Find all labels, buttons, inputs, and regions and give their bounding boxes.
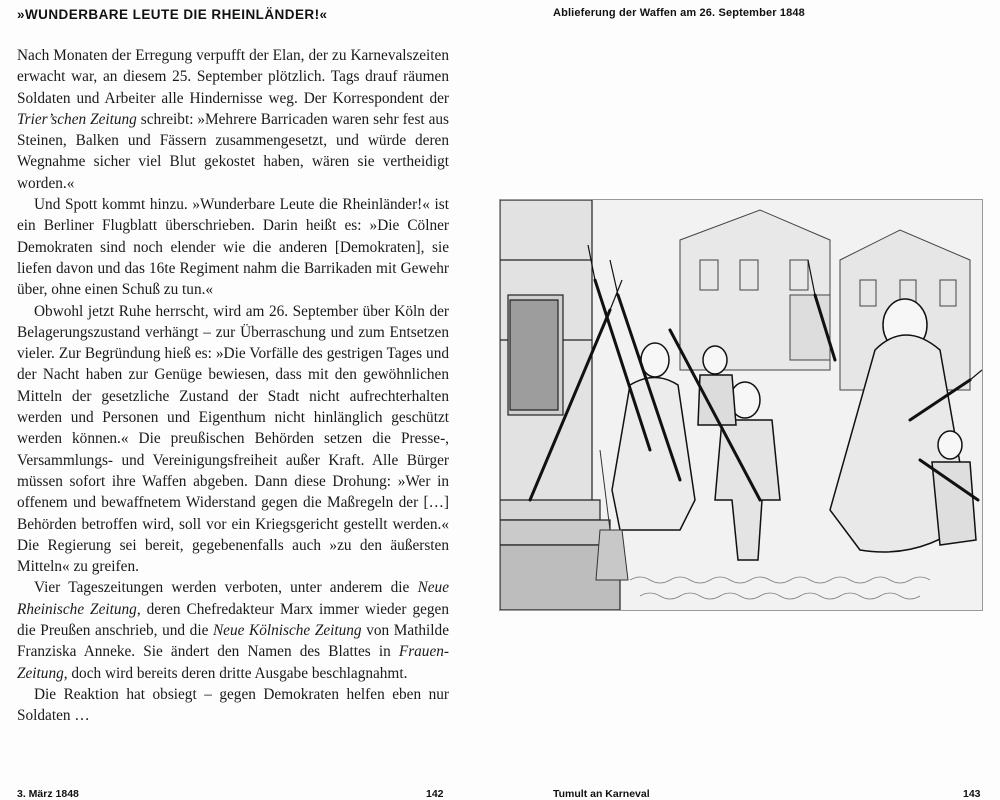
text-run: Obwohl jetzt Ruhe herrscht, wird am 26. September über Köln der Belagerungszustand verhängt – zur Überraschung und zum Entsetzen vieler. Zur Begründung hieß es: »Die Vorfälle des gestrigen Tages und der Nacht haben zur Genüge bewiesen, dass mit den gewöhnlichen Mitteln der gesetzliche Zustand der Stadt nicht aufrechterhalten werden und Personen und Eigenthum nicht hinlänglich geschützt werden können.« Die preußischen Behörden setzen die Presse-, Versammlungs- und Vereinigungsfreiheit außer Kraft. Alle Bürger müssen sofort ihre Waffen abgeben. Dann diese Drohung: »Wer in offenem und bewaffnetem Widerstand gegen die Maßregeln der […] Behörden betroffen wird, soll vor ein Kriegsgericht gestellt werden.« Die Regierung sei bereit, gegebenenfalls auch »zu den äußersten Mitteln« zu greifen. <box>17 302 449 576</box>
body-paragraph <box>17 577 449 683</box>
body-paragraph <box>17 684 449 727</box>
text-run: , doch wird bereits deren dritte Ausgabe beschlagnahmt. <box>63 664 408 682</box>
italic-title: Trier’schen Zeitung <box>17 110 137 128</box>
left-page <box>0 0 470 800</box>
body-paragraph <box>17 301 449 578</box>
italic-title: Neue Kölnische Zeitung <box>212 622 362 640</box>
illustration-weapon-surrender <box>499 199 983 611</box>
left-running-head: »WUNDERBARE LEUTE DIE RHEINLÄNDER!« <box>17 7 328 22</box>
text-run: Die Reaktion hat obsiegt – gegen Demokraten helfen eben nur Soldaten … <box>17 685 449 725</box>
body-text <box>17 45 449 727</box>
right-page <box>490 0 1000 800</box>
text-run: Nach Monaten der Erregung verpufft der Elan, der zu Karnevalszeiten erwacht war, an diesem 25. September plötzlich. Tags drauf räumen Soldaten und Arbeiter alle Hindernisse weg. Der Korrespondent der <box>17 47 449 107</box>
text-run: , deren Chefredakteur Marx immer wieder gegen die Preußen anschrieb, und die <box>17 600 449 640</box>
right-running-head: Ablieferung der Waffen am 26. September 1848 <box>553 7 805 19</box>
body-paragraph <box>17 45 449 194</box>
text-run: von Mathilde Franziska Anneke. Sie ändert den Namen des Blattes in <box>17 622 449 661</box>
body-paragraph <box>17 194 449 300</box>
cobblestones <box>630 577 930 599</box>
left-page-number: 142 <box>426 788 444 800</box>
engraving-sketch <box>500 200 982 610</box>
text-run: Vier Tageszeitungen werden verboten, unter anderem die <box>34 579 418 597</box>
right-page-number: 143 <box>963 788 981 800</box>
left-footer-title: 3. März 1848 <box>17 788 79 800</box>
right-footer-title: Tumult an Karneval <box>553 788 650 800</box>
italic-title: Frauen-Zeitung <box>17 643 449 682</box>
italic-title: Neue Rheinische Zeitung <box>17 579 449 618</box>
text-run: schreibt: »Mehrere Barricaden waren sehr fest aus Steinen, Balken und Fässern zusammengesetzt, und würde deren Wegnahme sicher viel Blut gekostet haben, wären sie vertheidigt worden.« <box>17 110 449 192</box>
text-run: Und Spott kommt hinzu. »Wunderbare Leute die Rheinländer!« ist ein Berliner Flugblatt überschrieben. Darin heißt es: »Die Cölner Demokraten sind noch elender wie die anderen [Demokraten], sie liefen davon und das 16te Regiment nahm die Barrikaden mit Gewehr über, ohne einen Schuß zu tun.« <box>17 196 449 299</box>
